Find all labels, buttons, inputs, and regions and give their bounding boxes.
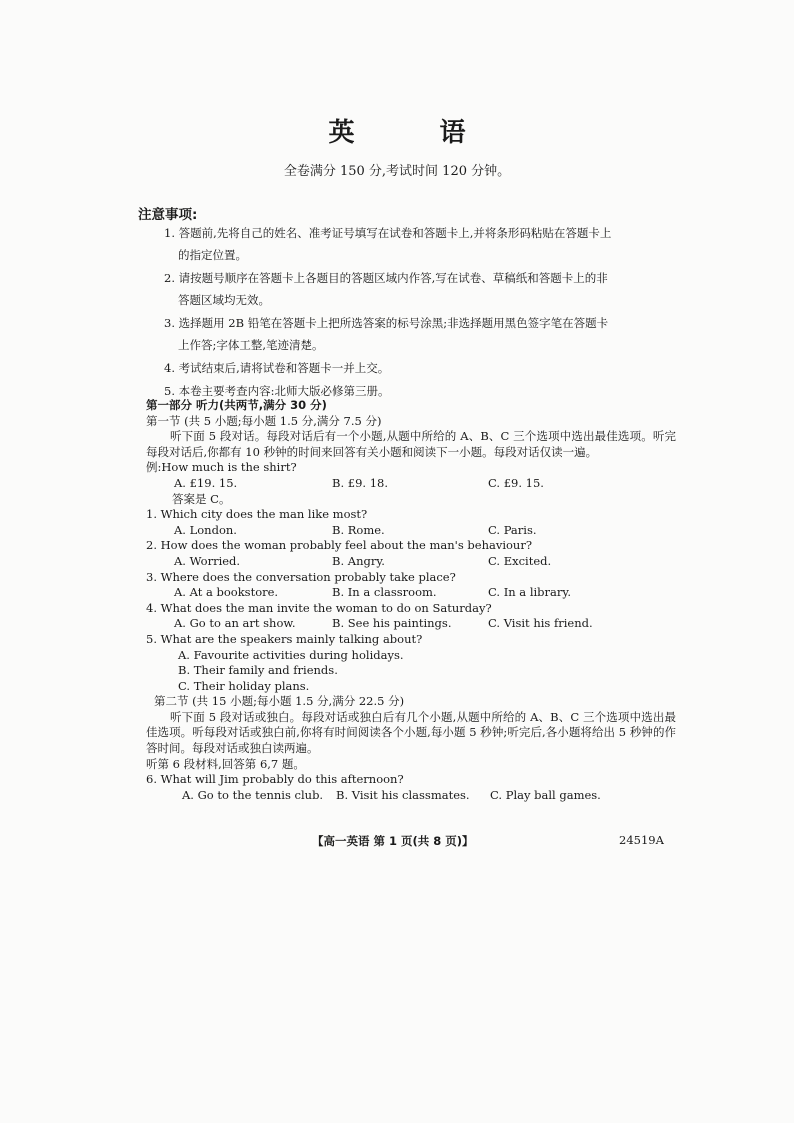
option-c: C. Visit his friend. bbox=[488, 616, 593, 631]
question-options bbox=[146, 616, 676, 632]
option-b: B. See his paintings. bbox=[332, 616, 452, 631]
option-b: B. £9. 18. bbox=[332, 475, 388, 490]
question-2: 2. How does the woman probably feel about the man's behaviour? bbox=[146, 538, 532, 553]
question-6: 6. What will Jim probably do this afternoon? bbox=[146, 772, 404, 787]
question-options bbox=[146, 554, 676, 570]
section2-instructions: 听下面 5 段对话或独白。每段对话或独白后有几个小题,从题中所给的 A、B、C 三个选项中选出最佳选项。听每段对话或独白前,你将有时间阅读各个小题,每小题 5 秒钟;听完后,各小题将给出 5 秒钟的作答时间。每段对话或独白读两遍。 bbox=[146, 709, 676, 756]
option-a: A. Worried. bbox=[174, 553, 241, 568]
option-c: C. In a library. bbox=[488, 585, 572, 600]
option-a: A. Go to an art show. bbox=[174, 616, 296, 631]
option-b: B. Visit his classmates. bbox=[336, 787, 470, 802]
material-note: 听第 6 段材料,回答第 6,7 题。 bbox=[146, 756, 305, 771]
page-number: 【高一英语 第 1 页(共 8 页)】 bbox=[312, 834, 474, 848]
question-1: 1. Which city does the man like most? bbox=[146, 507, 368, 522]
option-b: B. In a classroom. bbox=[332, 585, 437, 600]
option-a: A. At a bookstore. bbox=[174, 585, 279, 600]
notice-heading: 注意事项: bbox=[138, 207, 198, 223]
question-4: 4. What does the man invite the woman to do on Saturday? bbox=[146, 600, 492, 615]
option-a: A. Go to the tennis club. bbox=[182, 787, 324, 802]
notice-list bbox=[164, 222, 672, 403]
option-c: C. Play ball games. bbox=[490, 787, 601, 802]
part-heading: 第一部分 听力(共两节,满分 30 分) bbox=[146, 398, 327, 412]
option-b: B. Rome. bbox=[332, 522, 385, 537]
section2-heading: 第二节 (共 15 小题;每小题 1.5 分,满分 22.5 分) bbox=[154, 694, 405, 709]
example-options bbox=[146, 476, 676, 492]
section1-heading: 第一节 (共 5 小题;每小题 1.5 分,满分 7.5 分) bbox=[146, 413, 382, 428]
question-options bbox=[146, 788, 676, 804]
notice-item: 3. 选择题用 2B 铅笔在答题卡上把所选答案的标号涂黑;非选择题用黑色签字笔在答题卡 上作答;字体工整,笔迹清楚。 bbox=[164, 316, 609, 352]
option-a: A. £19. 15. bbox=[174, 475, 238, 490]
notice-item: 1. 答题前,先将自己的姓名、准考证号填写在试卷和答题卡上,并将条形码粘贴在答题卡上 的指定位置。 bbox=[164, 226, 612, 262]
option-a: A. Favourite activities during holidays. bbox=[178, 647, 404, 662]
option-a: A. London. bbox=[174, 522, 237, 537]
option-c: C. Their holiday plans. bbox=[178, 678, 310, 693]
example-answer: 答案是 C。 bbox=[172, 491, 231, 506]
notice-item: 5. 本卷主要考查内容:北师大版必修第三册。 bbox=[164, 384, 390, 398]
page-title: 英 语 bbox=[328, 118, 504, 148]
option-b: B. Their family and friends. bbox=[178, 663, 338, 678]
option-b: B. Angry. bbox=[332, 553, 385, 568]
question-5: 5. What are the speakers mainly talking about? bbox=[146, 631, 423, 646]
listening-part bbox=[146, 398, 676, 803]
question-3: 3. Where does the conversation probably take place? bbox=[146, 569, 456, 584]
example-question: 例:How much is the shirt? bbox=[146, 460, 297, 475]
notice-item: 4. 考试结束后,请将试卷和答题卡一并上交。 bbox=[164, 361, 390, 375]
paper-code: 24519A bbox=[619, 833, 664, 847]
exam-info: 全卷满分 150 分,考试时间 120 分钟。 bbox=[283, 164, 511, 179]
option-c: C. Paris. bbox=[488, 522, 537, 537]
question-options bbox=[146, 523, 676, 539]
option-c: C. £9. 15. bbox=[488, 475, 544, 490]
option-c: C. Excited. bbox=[488, 553, 552, 568]
notice-item: 2. 请按题号顺序在答题卡上各题目的答题区域内作答,写在试卷、草稿纸和答题卡上的非 答题区域均无效。 bbox=[164, 271, 608, 307]
section1-instructions: 听下面 5 段对话。每段对话后有一个小题,从题中所给的 A、B、C 三个选项中选出最佳选项。听完每段对话后,你都有 10 秒钟的时间来回答有关小题和阅读下一小题。每段对话仅读一遍。 bbox=[146, 429, 676, 459]
question-options bbox=[146, 585, 676, 601]
